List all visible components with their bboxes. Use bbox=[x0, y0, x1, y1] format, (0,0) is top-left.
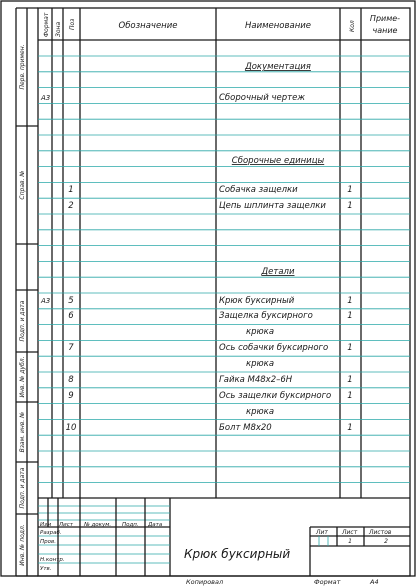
row-qty: 1 bbox=[347, 201, 353, 211]
tb-sheet: Лист bbox=[342, 529, 358, 536]
section-assembly-units: Сборочные единицы bbox=[231, 156, 325, 166]
row-qty: 1 bbox=[347, 343, 353, 353]
row-qty: 1 bbox=[347, 185, 353, 195]
row-pos: 7 bbox=[68, 343, 74, 353]
row-format: A3 bbox=[41, 297, 51, 305]
margin-sign-date-1: Подп. и дата bbox=[19, 300, 26, 342]
tb-title: Крюк буксирный bbox=[184, 547, 291, 561]
row-name: Собачка защелки bbox=[219, 185, 298, 195]
row-name: Цепь шплинта защелки bbox=[219, 201, 326, 211]
row-name: Сборочный чертеж bbox=[219, 93, 305, 103]
row-name-cont: крюка bbox=[246, 359, 275, 369]
row-name: Ось собачки буксирного bbox=[219, 343, 329, 353]
row-pos: 2 bbox=[68, 201, 74, 211]
tb-col-sign: Подп. bbox=[122, 522, 139, 528]
section-parts: Детали bbox=[261, 267, 295, 277]
row-pos: 5 bbox=[68, 296, 74, 306]
margin-inv-orig: Инв. № подл. bbox=[19, 524, 26, 566]
row-qty: 1 bbox=[347, 296, 353, 306]
margin-first-use: Перв. примен. bbox=[19, 44, 26, 90]
tb-col-change: Изм bbox=[40, 522, 52, 528]
tb-col-sheet: Лист bbox=[59, 522, 73, 528]
row-name: Крюк буксирный bbox=[219, 296, 295, 306]
row-name-cont: крюка bbox=[246, 407, 275, 417]
header-note-line2: чание bbox=[372, 26, 398, 35]
row-format: A3 bbox=[41, 94, 51, 102]
header-pos: Поз bbox=[69, 18, 76, 30]
row-name: Ось защелки буксирного bbox=[219, 391, 332, 401]
margin-inv-dup: Инв. № дубл. bbox=[19, 356, 26, 398]
tb-norm-control: Н.контр. bbox=[40, 557, 65, 563]
header-note-line1: Приме- bbox=[369, 14, 401, 23]
margin-ref-no: Справ. № bbox=[19, 170, 26, 200]
row-name: Защелка буксирного bbox=[219, 311, 313, 321]
header-designation: Обозначение bbox=[118, 21, 178, 31]
footer-format-value: А4 bbox=[370, 578, 379, 586]
row-pos: 9 bbox=[68, 391, 74, 401]
section-documentation: Документация bbox=[245, 62, 311, 72]
header-name: Наименование bbox=[244, 21, 312, 31]
row-pos: 8 bbox=[68, 375, 74, 385]
table-row-lines bbox=[38, 56, 410, 483]
margin-inv-replace: Взам. инв. № bbox=[19, 411, 26, 453]
tb-checked: Пров. bbox=[40, 539, 56, 545]
row-pos: 10 bbox=[65, 423, 77, 433]
row-pos: 6 bbox=[68, 311, 74, 321]
tb-approved: Утв. bbox=[40, 566, 52, 572]
tb-lit: Лит bbox=[316, 529, 328, 536]
tb-sheets-no: 2 bbox=[384, 538, 388, 545]
row-name: Гайка М48х2–6Н bbox=[219, 375, 293, 385]
tb-sheet-no: 1 bbox=[348, 538, 352, 545]
row-qty: 1 bbox=[347, 311, 353, 321]
row-qty: 1 bbox=[347, 423, 353, 433]
footer-copied: Копировал bbox=[186, 578, 224, 586]
row-pos: 1 bbox=[68, 185, 74, 195]
row-name: Болт М8х20 bbox=[219, 423, 272, 433]
header-zone: Зона bbox=[55, 21, 62, 37]
row-qty: 1 bbox=[347, 375, 353, 385]
tb-sheets: Листов bbox=[369, 529, 392, 536]
header-format: Формат bbox=[43, 12, 50, 37]
table-column-lines bbox=[52, 8, 361, 498]
row-name-cont: крюка bbox=[246, 327, 275, 337]
footer-format-label: Формат bbox=[314, 578, 341, 586]
margin-sign-date-2: Подп. и дата bbox=[19, 467, 26, 509]
title-block-grid bbox=[38, 498, 410, 576]
row-qty: 1 bbox=[347, 391, 353, 401]
tb-col-date: Дата bbox=[148, 522, 163, 528]
tb-developed: Разраб. bbox=[40, 530, 62, 536]
header-qty: Кол bbox=[349, 20, 356, 32]
tb-col-doc: № докум. bbox=[84, 522, 112, 528]
